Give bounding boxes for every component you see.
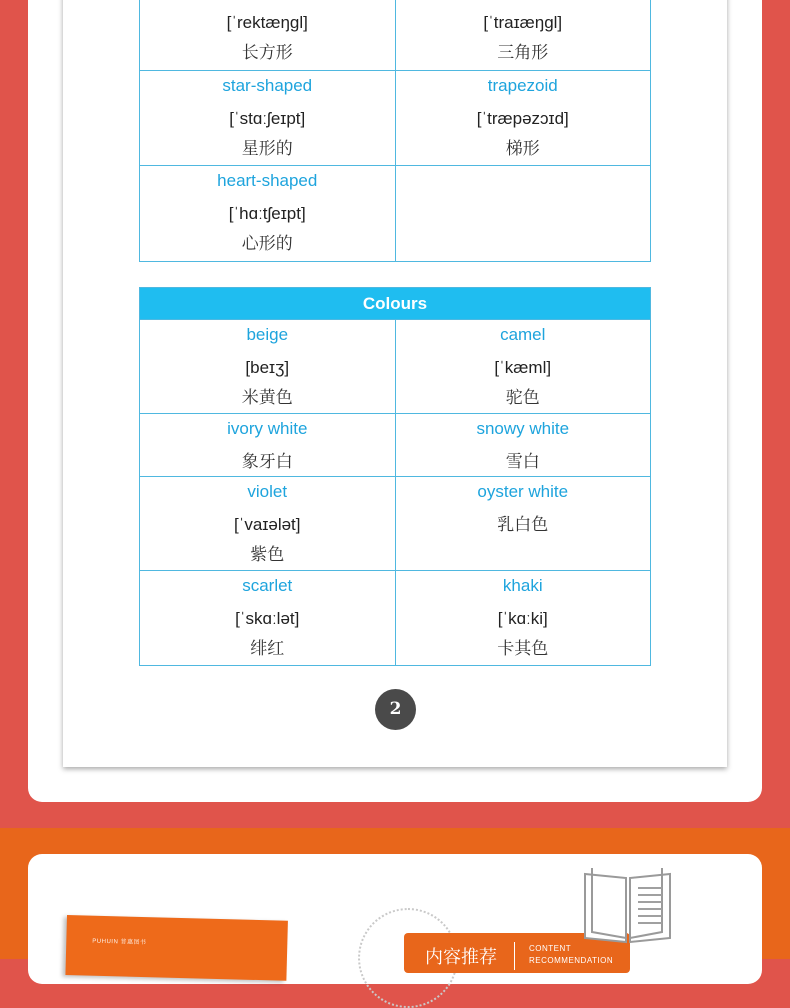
table-cell	[140, 166, 396, 262]
table-row	[140, 571, 651, 666]
chinese-meaning: 雪白	[505, 452, 540, 471]
table-cell	[395, 320, 651, 414]
table-cell	[140, 571, 396, 666]
open-book-icon	[582, 866, 674, 946]
phonetic: [beɪʒ]	[245, 358, 290, 377]
table-row	[140, 166, 651, 262]
book-cover-image	[65, 915, 287, 981]
table-cell	[395, 414, 651, 477]
table-row	[140, 320, 651, 414]
phonetic: [ˈvaɪələt]	[233, 515, 301, 534]
english-word: star-shaped	[222, 76, 313, 95]
table-cell	[140, 71, 396, 166]
english-word: scarlet	[242, 576, 293, 595]
chinese-meaning: 驼色	[505, 388, 540, 407]
table-cell	[395, 571, 651, 666]
table-cell	[395, 0, 651, 71]
recommendation-title: 内容推荐	[425, 947, 497, 967]
english-word: violet	[247, 482, 288, 501]
table-cell	[395, 166, 651, 262]
table-header-row	[140, 288, 651, 320]
table-header-cell	[140, 288, 651, 320]
table-row	[140, 0, 651, 71]
chinese-meaning: 紫色	[250, 545, 285, 564]
table-cell	[140, 477, 396, 571]
colours-table	[139, 287, 651, 666]
recommendation-en-line1: CONTENT	[529, 944, 572, 953]
chinese-meaning: 长方形	[241, 43, 293, 62]
table-cell	[395, 477, 651, 571]
english-word: khaki	[502, 576, 543, 595]
english-word: trapezoid	[487, 76, 558, 95]
table-cell	[140, 320, 396, 414]
chinese-meaning: 绯红	[250, 639, 285, 658]
chinese-meaning: 米黄色	[241, 388, 293, 407]
phonetic: [ˈskɑːlət]	[235, 609, 300, 628]
recommendation-en-line2: RECOMMENDATION	[529, 956, 614, 965]
phonetic: [ˈhɑːtʃeɪpt]	[228, 204, 306, 223]
table-row	[140, 414, 651, 477]
chinese-meaning: 梯形	[505, 139, 540, 158]
chinese-meaning: 乳白色	[497, 515, 549, 534]
phonetic: [ˈstɑːʃeɪpt]	[229, 109, 306, 128]
divider	[514, 942, 515, 970]
phonetic: [ˈtraɪæŋɡl]	[483, 13, 563, 32]
english-word: beige	[246, 325, 289, 344]
phonetic: [ˈkæml]	[494, 358, 552, 377]
colours-header: Colours	[140, 288, 650, 319]
english-word: heart-shaped	[217, 171, 318, 190]
shapes-table	[139, 0, 651, 262]
chinese-meaning: 象牙白	[241, 452, 293, 471]
chinese-meaning: 星形的	[241, 139, 293, 158]
table-cell	[140, 0, 396, 71]
phonetic: [ˈkɑːki]	[497, 609, 548, 628]
table-row	[140, 477, 651, 571]
chinese-meaning: 三角形	[497, 43, 549, 62]
chinese-meaning: 卡其色	[497, 639, 549, 658]
chinese-meaning: 心形的	[241, 234, 293, 253]
english-word: ivory white	[227, 419, 308, 438]
table-cell	[395, 71, 651, 166]
table-row	[140, 71, 651, 166]
book-logo: PUHUIN 普惠图书	[92, 938, 147, 947]
page-number-badge: 2	[375, 689, 416, 730]
english-word: oyster white	[477, 482, 569, 501]
phonetic: [ˈtræpəzɔɪd]	[476, 109, 569, 128]
english-word: camel	[500, 325, 546, 344]
table-cell	[140, 414, 396, 477]
english-word: snowy white	[476, 419, 570, 438]
phonetic: [ˈrektæŋɡl]	[226, 13, 308, 32]
